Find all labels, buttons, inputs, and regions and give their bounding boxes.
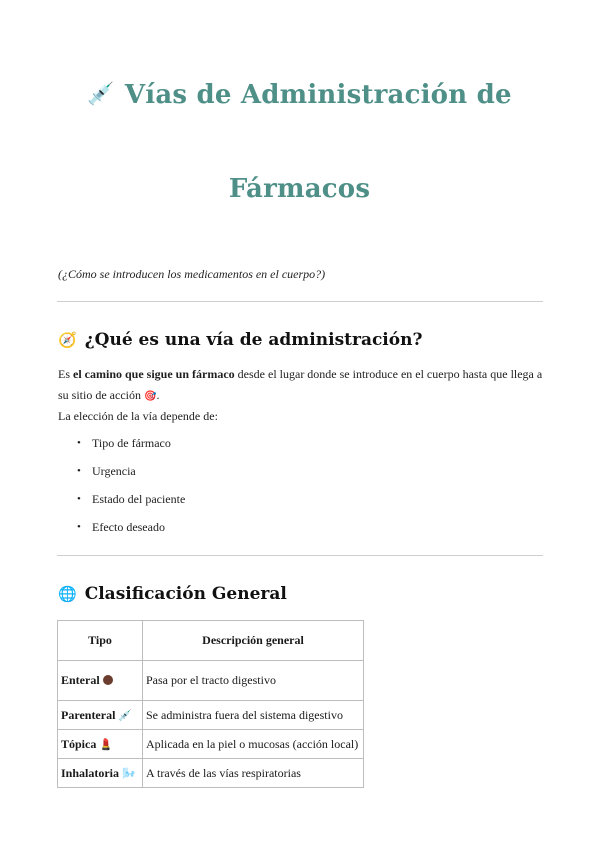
section-heading-classification (58, 584, 287, 604)
tipo-label: Inhalatoria (61, 765, 120, 780)
syringe-icon: 💉 (87, 81, 115, 107)
wind-icon: 🌬️ (122, 767, 136, 780)
para-text: desde el lugar donde se introduce en el cuerpo hasta que llega a su sitio de acción (58, 367, 543, 402)
list-item: • Urgencia (58, 461, 185, 489)
table-row (58, 701, 364, 730)
column-header-descripcion: Descripción general (143, 621, 364, 661)
para-bold: el camino que sigue un fármaco (73, 367, 235, 381)
section-heading-text: ¿Qué es una vía de administración? (84, 330, 423, 350)
divider (57, 555, 543, 556)
globe-icon: 🌐 (58, 585, 77, 603)
table-header-row (58, 621, 364, 661)
section-heading-text: Clasificación General (84, 584, 287, 604)
table-row (58, 730, 364, 759)
cell-descripcion: Se administra fuera del sistema digestivo (143, 701, 364, 730)
cell-tipo (58, 661, 143, 701)
para-text: . (156, 388, 160, 402)
document-title-line-2: Fármacos (228, 174, 371, 204)
compass-icon: 🧭 (58, 331, 77, 349)
list-item: • Estado del paciente (58, 489, 185, 517)
list-item: • Efecto deseado (58, 517, 185, 545)
title-text-1: Vías de Administración de (124, 80, 512, 110)
list-item: • Tipo de fármaco (58, 433, 185, 461)
syringe-icon: 💉 (118, 709, 133, 722)
column-header-tipo: Tipo (58, 621, 143, 661)
target-icon: 🎯 (143, 391, 157, 402)
classification-table (57, 620, 364, 788)
definition-paragraph (58, 364, 543, 407)
table-row (58, 661, 364, 701)
cell-tipo (58, 759, 143, 788)
tipo-label: Parenteral (61, 707, 116, 722)
subtitle: (¿Cómo se introducen los medicamentos en el cuerpo?) (58, 267, 326, 281)
cell-tipo (58, 730, 143, 759)
cell-descripcion: Pasa por el tracto digestivo (143, 661, 364, 701)
table-row (58, 759, 364, 788)
cell-descripcion: Aplicada en la piel o mucosas (acción local) (143, 730, 364, 759)
factor-list (58, 433, 185, 545)
cell-descripcion: A través de las vías respiratorias (143, 759, 364, 788)
tipo-label: Tópica (61, 736, 97, 751)
cell-tipo (58, 701, 143, 730)
section-heading-definition (58, 330, 422, 350)
brown-circle-icon (103, 675, 113, 685)
para-text: Es (58, 367, 73, 381)
tipo-label: Enteral (61, 673, 100, 687)
divider (57, 301, 543, 302)
choice-paragraph: La elección de la vía depende de: (58, 409, 218, 423)
document-title-line-1 (0, 80, 599, 110)
lipstick-icon: 💄 (99, 738, 114, 751)
